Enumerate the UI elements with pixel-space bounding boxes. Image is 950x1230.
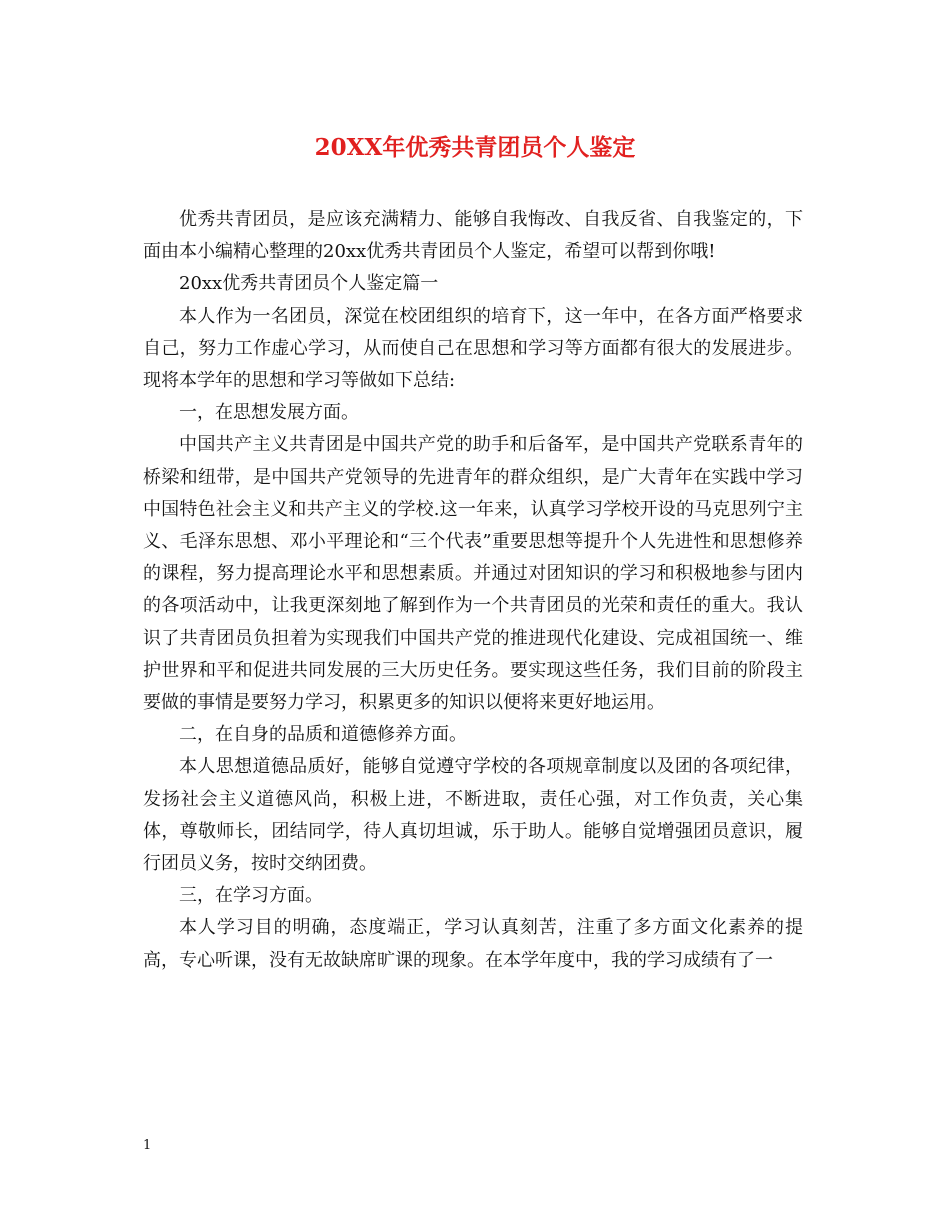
paragraph-study: 本人学习目的明确，态度端正，学习认真刻苦，注重了多方面文化素养的提高，专心听课，没有无故缺席旷课的现象。在本学年度中，我的学习成绩有了一 — [143, 917, 803, 971]
page-number: 1 — [143, 1138, 152, 1153]
document-title: 20XX年优秀共青团员个人鉴定 — [314, 134, 636, 161]
paragraph-morality: 本人思想道德品质好，能够自觉遵守学校的各项规章制度以及团的各项纪律，发扬社会主义道德风尚，积极上进，不断进取，责任心强，对工作负责，关心集体，尊敬师长，团结同学，待人真切坦诚，乐于助人。能够自觉增强团员意识，履行团员义务，按时交纳团费。 — [143, 756, 803, 875]
paragraph-thought-development: 中国共产主义共青团是中国共产党的助手和后备军，是中国共产党联系青年的桥梁和纽带，是中国共产党领导的先进青年的群众组织，是广大青年在实践中学习中国特色社会主义和共产主义的学校.这一年来，认真学习学校开设的马克思列宁主义、毛泽东思想、邓小平理论和“三个代表”重要思想等提升个人先进性和思想修养的课程，努力提高理论水平和思想素质。并通过对团知识的学习和积极地参与团内的各项活动中，让我更深刻地了解到作为一个共青团员的光荣和责任的重大。我认识了共青团员负担着为实现我们中国共产党的推进现代化建设、完成祖国统一、维护世界和平和促进共同发展的三大历史任务。要实现这些任务，我们目前的阶段主要做的事情是要努力学习，积累更多的知识以便将来更好地运用。 — [143, 434, 803, 714]
document-body — [143, 204, 803, 977]
paragraph-heading-morality: 二，在自身的品质和道德修养方面。 — [179, 724, 467, 746]
paragraph-heading-thought: 一，在思想发展方面。 — [179, 402, 359, 424]
paragraph-section-heading: 20xx优秀共青团员个人鉴定篇一 — [179, 273, 439, 295]
paragraph-summary: 本人作为一名团员，深觉在校团组织的培育下，这一年中，在各方面严格要求自己，努力工作虚心学习，从而使自己在思想和学习等方面都有很大的发展进步。现将本学年的思想和学习等做如下总结: — [143, 305, 803, 392]
paragraph-intro: 优秀共青团员，是应该充满精力、能够自我悔改、自我反省、自我鉴定的，下面由本小编精心整理的20xx优秀共青团员个人鉴定，希望可以帮到你哦! — [143, 209, 803, 263]
paragraph-heading-study: 三，在学习方面。 — [179, 885, 323, 907]
